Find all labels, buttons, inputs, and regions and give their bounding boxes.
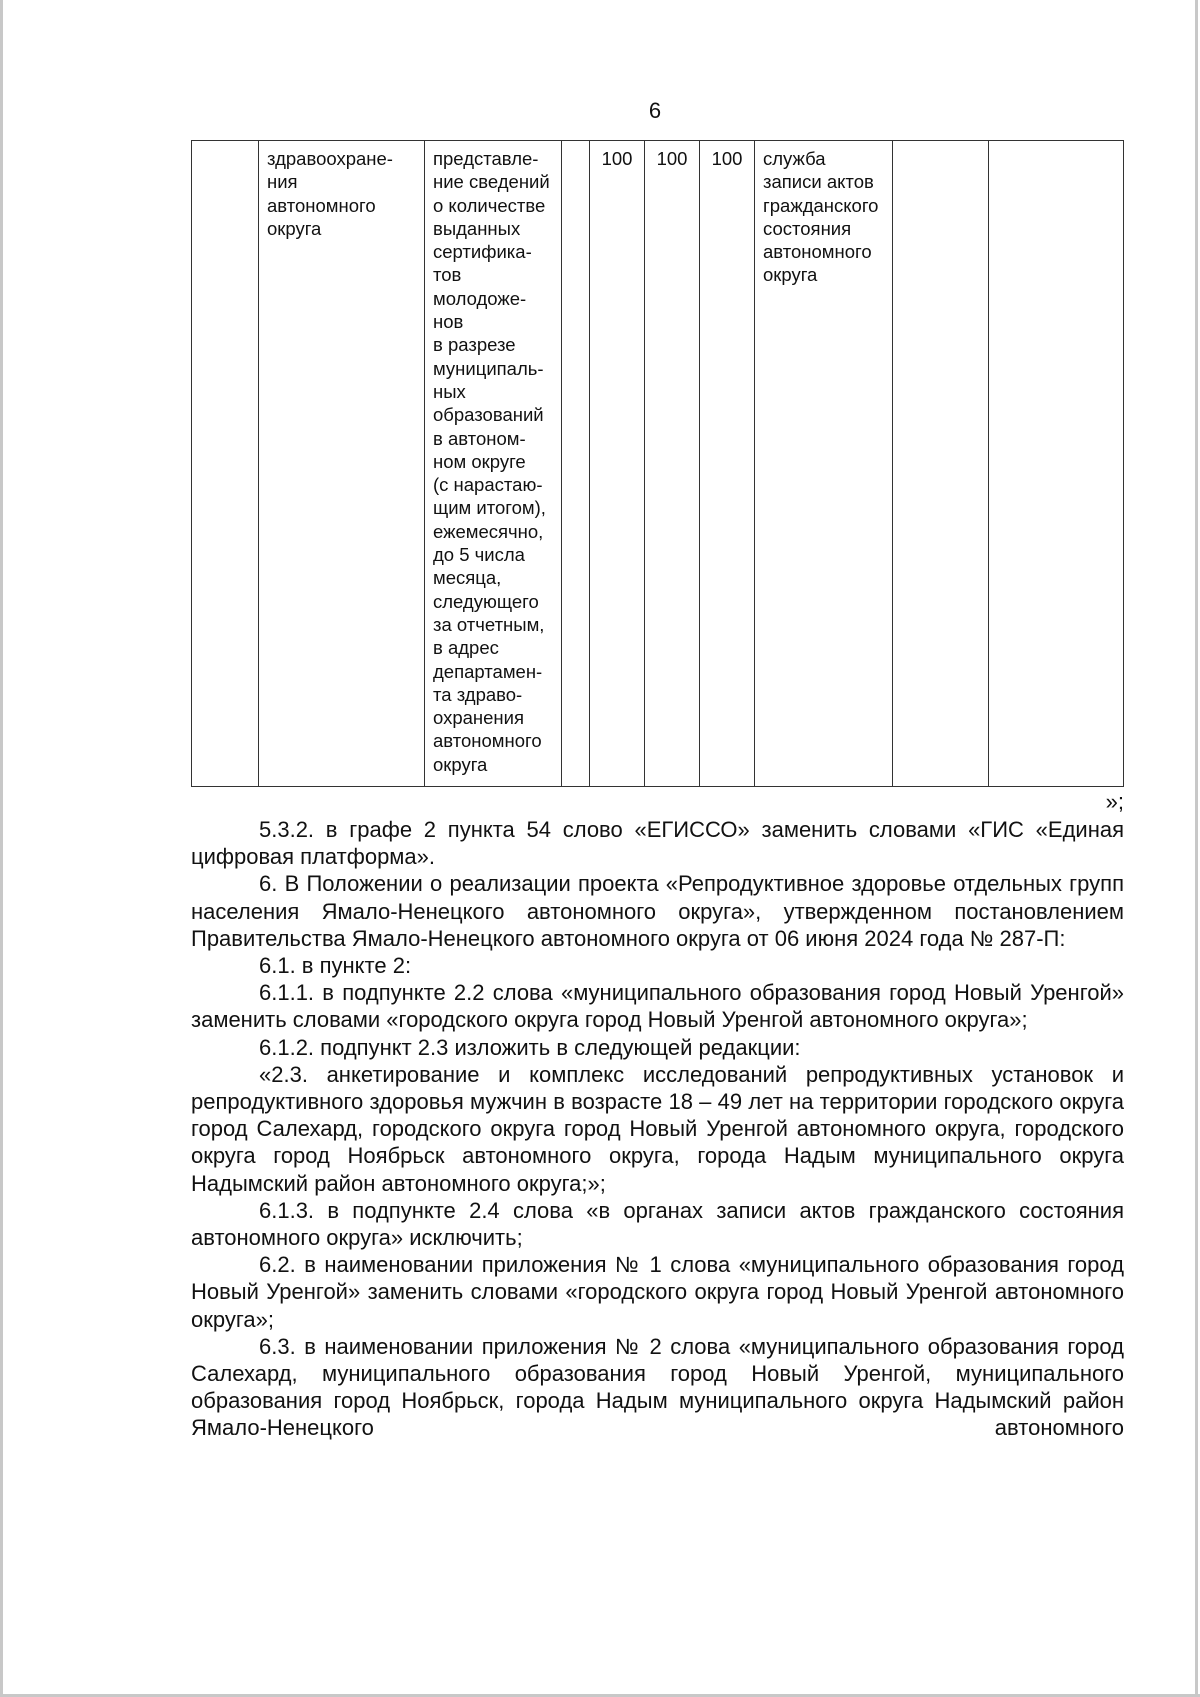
table-row [192, 141, 1124, 787]
table-cell-value-1: 100 [590, 141, 645, 787]
table-cell-empty-2 [562, 141, 590, 787]
page-number: 6 [648, 98, 662, 123]
table-cell-responsible: здравоохране- ния автономного округа [259, 141, 425, 787]
paragraph-6-3: 6.3. в наименовании приложения № 2 слова «муниципального образования город Салехард, муниципального образования город Новый Уренгой, муниципального образования город Ноябрьск, города Надым муниципального округа Надымский район Ямало-Ненецкого автономного [191, 1333, 1124, 1441]
table-cell-executor: служба записи актов гражданского состояния автономного округа [755, 141, 893, 787]
paragraph-6-2: 6.2. в наименовании приложения № 1 слова «муниципального образования город Новый Уренгой» заменить словами «городского округа город Новый Уренгой автономного округа»; [191, 1252, 1124, 1332]
paragraph-6-1-3: 6.1.3. в подпункте 2.4 слова «в органах записи актов гражданского состояния автономного округа» исключить; [191, 1197, 1124, 1251]
table-cell-value-3: 100 [700, 141, 755, 787]
paragraph-6-1: 6.1. в пункте 2: [259, 953, 412, 979]
scan-edge-right [1195, 0, 1198, 1697]
paragraph-6: 6. В Положении о реализации проекта «Репродуктивное здоровье отдельных групп населения Ямало-Ненецкого автономного округа», утвержденном постановлением Правительства Ямало-Ненецкого автономного округа от 06 июня 2024 года № 287-П: [191, 871, 1124, 951]
table-cell-empty-1 [192, 141, 259, 787]
document-body [191, 816, 1124, 1442]
table-cell-value-2: 100 [645, 141, 700, 787]
table-cell-empty-4 [989, 141, 1124, 787]
paragraph-2-3-quote: «2.3. анкетирование и комплекс исследований репродуктивных установок и репродуктивного здоровья мужчин в возрасте 18 – 49 лет на территории городского округа город Салехард, городского округа город Новый Уренгой автономного округа, городского округа город Ноябрьск автономного округа, города Надым муниципального округа Надымский район автономного округа;»; [191, 1061, 1124, 1196]
table-cell-description: представле- ние сведений о количестве выданных сертифика- тов молодоже- нов в разрезе муниципаль- ных образований в автоном- ном округе (с нарастаю- щим итогом), ежемесячно, до 5 числа месяца, следующего за отчетным, в адрес департамен- та здраво- охранения автономного округа [425, 141, 562, 787]
scan-edge-left [0, 0, 3, 1697]
paragraph-6-1-1: 6.1.1. в подпункте 2.2 слова «муниципального образования город Новый Уренгой» заменить словами «городского округа город Новый Уренгой автономного округа»; [191, 980, 1124, 1033]
continuation-table [191, 140, 1124, 787]
table-cell-empty-3 [893, 141, 989, 787]
paragraph-6-1-2: 6.1.2. подпункт 2.3 изложить в следующей редакции: [259, 1034, 801, 1060]
paragraph-5-3-2: 5.3.2. в графе 2 пункта 54 слово «ЕГИССО» заменить словами «ГИС «Единая цифровая платформа». [191, 817, 1124, 870]
table-closing-quote: »; [1105, 789, 1124, 814]
